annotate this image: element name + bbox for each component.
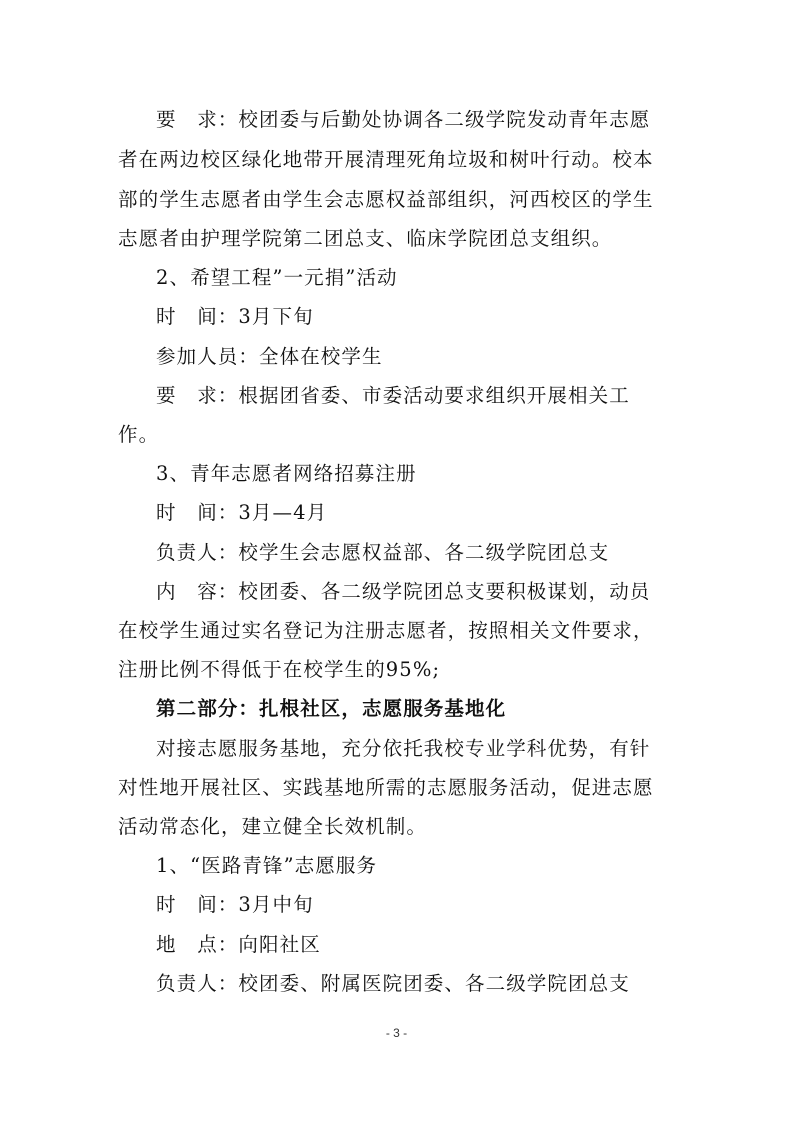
part-heading: 第二部分：扎根社区，志愿服务基地化 bbox=[156, 697, 507, 720]
time-line: 时 间：3月—4月 bbox=[156, 501, 328, 524]
body-line: 在校学生通过实名登记为注册志愿者，按照相关文件要求， bbox=[118, 619, 654, 642]
responsible-line: 负责人：校学生会志愿权益部、各二级学院团总支 bbox=[156, 541, 610, 564]
location-line: 地 点：向阳社区 bbox=[156, 933, 321, 956]
requirement-line: 要 求：校团委与后勤处协调各二级学院发动青年志愿 bbox=[156, 108, 651, 131]
body-line: 者在两边校区绿化地带开展清理死角垃圾和树叶行动。校本 bbox=[118, 148, 654, 171]
requirement-line: 要 求：根据团省委、市委活动要求组织开展相关工 bbox=[156, 384, 630, 407]
body-line: 作。 bbox=[118, 423, 160, 446]
participants-line: 参加人员：全体在校学生 bbox=[156, 345, 383, 368]
body-line: 对性地开展社区、实践基地所需的志愿服务活动，促进志愿 bbox=[118, 776, 654, 799]
responsible-line: 负责人：校团委、附属医院团委、各二级学院团总支 bbox=[156, 972, 630, 995]
section-heading: 3、青年志愿者网络招募注册 bbox=[156, 462, 417, 485]
time-line: 时 间：3月下旬 bbox=[156, 305, 314, 328]
section-heading: 2、希望工程”一元捐”活动 bbox=[156, 266, 398, 289]
body-line: 志愿者由护理学院第二团总支、临床学院团总支组织。 bbox=[118, 227, 613, 250]
body-line: 注册比例不得低于在校学生的95%; bbox=[118, 658, 441, 681]
body-line: 对接志愿服务基地，充分依托我校专业学科优势，有针 bbox=[156, 737, 651, 760]
body-line: 部的学生志愿者由学生会志愿权益部组织，河西校区的学生 bbox=[118, 188, 654, 211]
time-line: 时 间：3月中旬 bbox=[156, 893, 314, 916]
page-number: - 3 - bbox=[385, 1026, 408, 1040]
body-line: 活动常态化，建立健全长效机制。 bbox=[118, 815, 428, 838]
content-line: 内 容：校团委、各二级学院团总支要积极谋划，动员 bbox=[156, 580, 651, 603]
section-heading: 1、“医路青锋”志愿服务 bbox=[156, 854, 378, 877]
